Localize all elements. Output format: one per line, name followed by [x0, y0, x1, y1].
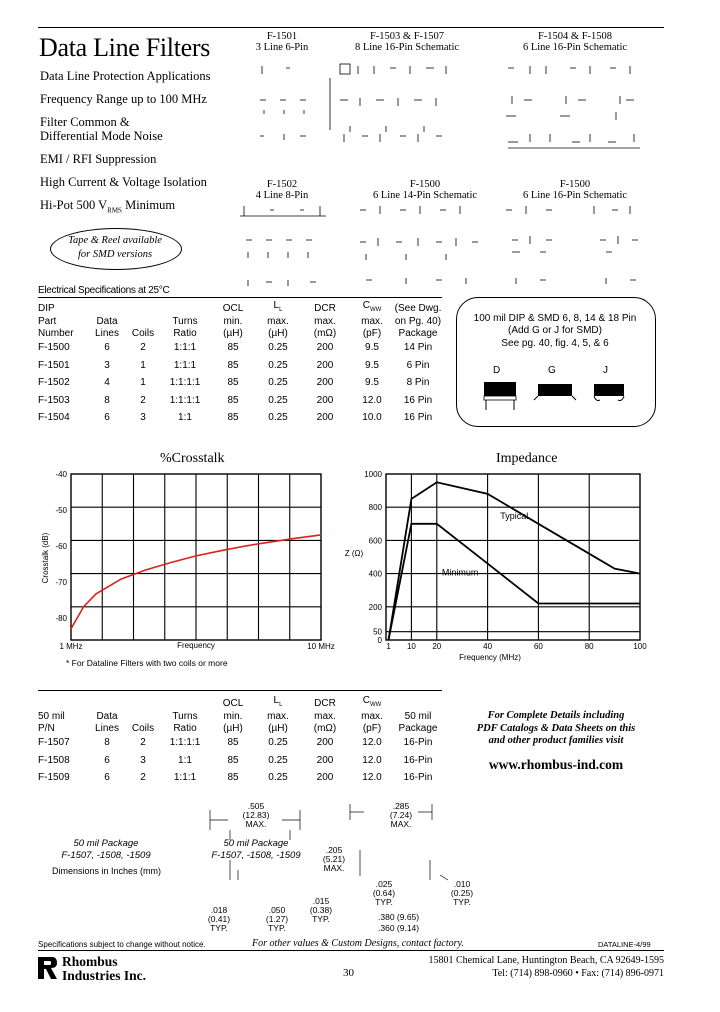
dim-w1 — [239, 802, 273, 829]
table1-cell: 8 Pin — [406, 377, 430, 389]
impedance-ytick: 600 — [368, 536, 382, 546]
package-line2: (Add G or J for SMD) — [508, 325, 602, 336]
table2-cell: 200 — [316, 754, 334, 766]
dim-w2-mm: (7.24) — [389, 810, 413, 820]
t2-h-2-1 — [126, 711, 160, 723]
spec-table-1 — [38, 300, 442, 427]
table2-body — [38, 734, 442, 787]
table2-cell: 2 — [140, 772, 146, 784]
table2-cell: 0.25 — [268, 772, 288, 784]
table2-cell: 85 — [227, 772, 239, 784]
table1-cell: 0.25 — [268, 342, 288, 354]
feature-rms: RMS — [107, 206, 122, 215]
t1-h-l-sub: L — [279, 307, 283, 313]
crosstalk-ytick: -70 — [55, 578, 67, 588]
table1-cell: 85 — [227, 359, 239, 371]
t1-h-c-sub: WW — [369, 307, 382, 313]
impedance-ylabel: Z (Ω) — [344, 549, 364, 558]
dim-lead5-mm: (0.25) — [450, 888, 474, 898]
details-note — [456, 710, 656, 748]
page-number: 30 — [343, 967, 354, 979]
table2-cell: 6 — [104, 754, 110, 766]
schematic-f1500b-part: F-1500 — [559, 179, 591, 190]
crosstalk-ytick: -80 — [55, 614, 67, 624]
table2-cell: 16-Pin — [403, 754, 433, 766]
feature-4: Differential Mode Noise — [40, 129, 163, 143]
table1-cell: 10.0 — [362, 412, 382, 424]
impedance-label-typical: Typical — [500, 510, 529, 521]
table1-cell: 85 — [227, 394, 239, 406]
package-note-left-1: 50 mil Package — [73, 838, 139, 849]
schematic-f1501-title — [240, 31, 324, 53]
schematic-f1503-part: F-1503 & F-1507 — [369, 31, 445, 42]
t1-h-7-2: (pF) — [362, 327, 382, 339]
package-line1: 100 mil DIP & SMD 6, 8, 14 & 18 Pin — [473, 313, 637, 324]
dim-lead1-val: .018 — [210, 905, 228, 915]
elec-spec-title: Electrical Specifications at 25°C — [38, 285, 170, 296]
schematic-f1501-desc: 3 Line 6-Pin — [255, 42, 309, 53]
package-note-right-2: F-1507, -1508, -1509 — [211, 850, 301, 861]
t2-h-0-2: P/N — [38, 722, 55, 734]
t1-h-5-0 — [256, 300, 300, 316]
impedance-frame — [386, 474, 640, 640]
t2-h-6-0: DCR — [314, 697, 336, 709]
table1-header-row3 — [38, 328, 442, 340]
table2-row — [38, 769, 442, 787]
t1-h-2-2: Coils — [131, 327, 155, 339]
t1-h-3-0 — [160, 300, 210, 316]
crosstalk-ylabel: Crosstalk (dB) — [41, 532, 50, 584]
t2-h-4-0: OCL — [222, 697, 244, 709]
dim-h1-mm: (5.21) — [322, 854, 346, 864]
schematic-f1502 — [240, 206, 326, 286]
dim-span-max: .380 (9.65) — [378, 912, 420, 922]
table1-cell: 1:1:1 — [173, 342, 197, 354]
table1-cell: 2 — [140, 394, 146, 406]
details-line3: and other product families visit — [488, 735, 624, 746]
table1-cell: 14 Pin — [403, 342, 433, 354]
t1-h-c: C — [362, 300, 370, 311]
dim-lead2-val: .050 — [268, 905, 286, 915]
t2-h-5-2: (µH) — [268, 722, 288, 734]
impedance-xtick: 1 — [386, 642, 391, 651]
t2-h-2-2: Coils — [131, 722, 155, 734]
t2-h-5-0 — [256, 695, 300, 711]
table1-cell: 12.0 — [362, 394, 382, 406]
table1-cell: 1:1 — [178, 412, 192, 424]
t1-h-0-1: Part — [38, 316, 57, 328]
schematic-f1500b — [506, 206, 638, 284]
dim-h1 — [318, 846, 350, 873]
table2-cell: 85 — [227, 754, 239, 766]
schematic-f1500b-desc: 6 Line 16-Pin Schematic — [522, 190, 628, 201]
dim-lead4-val: .025 — [375, 879, 393, 889]
table1-cell: 0.25 — [268, 394, 288, 406]
table1-row — [38, 392, 442, 410]
company-address: 15801 Chemical Lane, Huntington Beach, CA 92649-1595 — [428, 955, 664, 966]
impedance-ytick: 400 — [368, 569, 382, 579]
impedance-title: Impedance — [496, 451, 558, 466]
table1-cell: 2 — [140, 342, 146, 354]
page-title: Data Line Filters — [39, 33, 211, 62]
table2-cell: 2 — [140, 737, 146, 749]
dim-lead1 — [203, 906, 235, 933]
dimensions-note: Dimensions in Inches (mm) — [52, 866, 162, 876]
dim-h1-val: .205 — [325, 845, 343, 855]
schematic-f1501 — [260, 66, 306, 140]
table1-cell: 85 — [227, 412, 239, 424]
impedance-ytick: 1000 — [364, 470, 382, 479]
dim-span — [378, 912, 419, 934]
dim-lead2-mm: (1.27) — [265, 914, 289, 924]
feature-v: V — [98, 198, 108, 212]
crosstalk-chart — [38, 466, 338, 656]
impedance-xtick: 10 — [406, 642, 416, 651]
t2-h-0-1: 50 mil — [38, 711, 65, 723]
schematic-f1503-title — [332, 31, 482, 53]
table2-cell: 85 — [227, 737, 239, 749]
t2-h-1-1: Data — [96, 711, 118, 723]
dim-h1-max: MAX. — [323, 863, 345, 873]
dim-w2 — [384, 802, 418, 829]
schematic-f1500a-part: F-1500 — [409, 179, 441, 190]
dim-lead4-typ: TYP. — [375, 897, 393, 907]
tape-reel-line1: Tape & Reel available — [68, 235, 162, 246]
impedance-xtick: 40 — [483, 642, 493, 651]
t2-h-3-2: Ratio — [173, 722, 197, 734]
package-g-icon — [534, 384, 576, 400]
t1-h-2-0 — [126, 300, 160, 316]
table2-cell: 16-Pin — [403, 772, 433, 784]
schematic-f1504-desc: 6 Line 16-Pin Schematic — [522, 42, 628, 53]
table1-row — [38, 374, 442, 392]
package-label-j: J — [603, 365, 608, 376]
schematic-f1504 — [506, 66, 640, 148]
impedance-xtick: 60 — [533, 642, 543, 651]
table2-cell: F-1509 — [38, 772, 70, 784]
spec-table-2 — [38, 695, 442, 787]
table2-header-row2 — [38, 711, 442, 723]
t1-h-5-1: max. — [267, 316, 289, 328]
table2-cell: 12.0 — [362, 772, 382, 784]
t1-h-8-2: Package — [398, 327, 438, 339]
crosstalk-ytick: -50 — [55, 506, 67, 516]
feature-3: Filter Common & — [40, 115, 130, 129]
table1-cell: 200 — [316, 377, 334, 389]
t1-h-8-1: on Pg. 40) — [394, 316, 442, 328]
impedance-label-minimum: Minimum — [441, 567, 479, 578]
impedance-xtick: 100 — [633, 642, 647, 651]
table1-cell: 6 Pin — [406, 359, 430, 371]
t2-h-c-sub: WW — [369, 702, 382, 708]
table2-cell: F-1508 — [38, 754, 70, 766]
table1-header-row2 — [38, 316, 442, 328]
table1-cell: F-1503 — [38, 394, 70, 406]
table1-cell: 9.5 — [365, 359, 379, 371]
table1-cell: 8 — [104, 394, 110, 406]
package-note-right-1: 50 mil Package — [223, 838, 289, 849]
t2-h-8-2: Package — [398, 722, 438, 734]
feature-7 — [40, 198, 175, 215]
t2-h-7-0 — [350, 695, 394, 711]
package-drawings — [476, 378, 636, 414]
impedance-xlabel: Frequency (MHz) — [459, 653, 521, 662]
t1-h-3-2: Ratio — [173, 327, 197, 339]
table1-cell: 16 Pin — [403, 394, 433, 406]
t1-h-4-1: min. — [223, 316, 243, 328]
company-name — [62, 955, 146, 983]
t2-h-3-0 — [160, 695, 210, 711]
table1-cell: 0.25 — [268, 359, 288, 371]
t2-h-8-0 — [394, 695, 442, 711]
dim-lead3-mm: (0.38) — [309, 905, 333, 915]
company-name-2: Industries Inc. — [62, 968, 147, 983]
table1-cell: 9.5 — [365, 342, 379, 354]
t2-h-l: L — [273, 695, 280, 706]
t1-h-7-1: max. — [361, 316, 383, 328]
table2-row — [38, 734, 442, 752]
t1-h-6-0: DCR — [314, 302, 336, 314]
table2-cell: 6 — [104, 772, 110, 784]
t2-h-c: C — [362, 695, 370, 706]
dim-lead5 — [446, 880, 478, 907]
company-name-1: Rhombus — [62, 954, 118, 969]
schematic-f1503 — [330, 64, 446, 142]
table1-cell: 1:1:1:1 — [169, 377, 201, 389]
table1-body — [38, 339, 442, 427]
dim-lead3 — [305, 897, 337, 924]
t1-h-5-2: (µH) — [268, 327, 288, 339]
table1-cell: 0.25 — [268, 412, 288, 424]
tape-reel-line2: for SMD versions — [77, 249, 153, 260]
package-label-g: G — [548, 365, 556, 376]
table2-cell: 0.25 — [268, 754, 288, 766]
schematic-f1503-desc: 8 Line 16-Pin Schematic — [354, 42, 460, 53]
spec-change-note: Specifications subject to change without notice. — [38, 940, 206, 949]
t2-h-3-1: Turns — [172, 711, 198, 723]
dim-lead5-val: .010 — [453, 879, 471, 889]
t1-h-4-0: OCL — [222, 302, 244, 314]
t2-h-6-1: max. — [314, 711, 336, 723]
package-line3: See pg. 40, fig. 4, 5, & 6 — [501, 338, 609, 349]
crosstalk-title: %Crosstalk — [160, 451, 225, 466]
t1-h-4-2: (µH) — [223, 327, 243, 339]
schematic-f1502-desc: 4 Line 8-Pin — [255, 190, 309, 201]
t1-h-2-1 — [126, 316, 160, 328]
t1-h-1-0 — [88, 300, 126, 316]
package-d-icon — [484, 382, 516, 410]
table1-row — [38, 357, 442, 375]
table1-cell: 200 — [316, 359, 334, 371]
impedance-chart — [340, 466, 650, 666]
t2-h-0-0 — [38, 695, 88, 711]
table1-row — [38, 409, 442, 427]
table2-row — [38, 752, 442, 770]
feature-1: Data Line Protection Applications — [40, 69, 211, 83]
schematic-f1504-part: F-1504 & F-1508 — [537, 31, 613, 42]
dim-lead4 — [368, 880, 400, 907]
package-label-d: D — [493, 365, 501, 376]
custom-designs-note: For other values & Custom Designs, contact factory. — [252, 938, 464, 949]
table2-cell: 8 — [104, 737, 110, 749]
dim-lead3-typ: TYP. — [312, 914, 330, 924]
table1-cell: 85 — [227, 342, 239, 354]
impedance-ytick: 0 — [377, 636, 382, 645]
rhombus-logo-icon — [36, 955, 58, 981]
table1-row — [38, 339, 442, 357]
crosstalk-ytick: -60 — [55, 542, 67, 552]
t2-h-7-1: max. — [361, 711, 383, 723]
feature-minimum: Minimum — [125, 198, 176, 212]
schematics-drawing — [240, 56, 670, 292]
table1-cell: F-1501 — [38, 359, 70, 371]
table2-cell: 12.0 — [362, 754, 382, 766]
table1-cell: 9.5 — [365, 377, 379, 389]
t1-h-7-0 — [350, 300, 394, 316]
table1-cell: F-1500 — [38, 342, 70, 354]
feature-6: High Current & Voltage Isolation — [40, 175, 207, 189]
crosstalk-footnote: * For Dataline Filters with two coils or more — [66, 658, 228, 668]
table1-cell: F-1502 — [38, 377, 70, 389]
crosstalk-xlabel: Frequency — [177, 641, 215, 650]
dim-span-min: .360 (9.14) — [378, 923, 420, 933]
package-note-left-2: F-1507, -1508, -1509 — [61, 850, 151, 861]
table2-cell: 200 — [316, 737, 334, 749]
t2-h-7-2: (pF) — [362, 722, 382, 734]
top-rule — [38, 27, 664, 28]
table2-cell: 200 — [316, 772, 334, 784]
details-line1: For Complete Details including — [487, 710, 625, 721]
t2-h-1-0 — [88, 695, 126, 711]
table2-top-rule — [38, 690, 442, 691]
crosstalk-xtick: 1 MHz — [59, 642, 83, 651]
footer-rule — [38, 950, 664, 951]
impedance-xtick: 20 — [432, 642, 442, 651]
table1-cell: 85 — [227, 377, 239, 389]
elec-spec-rule — [38, 297, 442, 298]
t2-h-l-sub: L — [279, 702, 283, 708]
t1-h-8-0: (See Dwg. — [394, 302, 442, 314]
crosstalk-xtick: 10 MHz — [307, 642, 335, 651]
dim-w2-val: .285 — [392, 801, 410, 811]
schematic-f1500a-desc: 6 Line 14-Pin Schematic — [372, 190, 478, 201]
t2-h-2-0 — [126, 695, 160, 711]
table1-cell: 3 — [104, 359, 110, 371]
t2-h-1-2: Lines — [95, 722, 119, 734]
table2-cell: 1:1:1:1 — [169, 737, 201, 749]
schematic-f1500a — [360, 206, 478, 284]
table1-cell: 16 Pin — [403, 412, 433, 424]
t2-h-5-1: max. — [267, 711, 289, 723]
t1-h-3-1: Turns — [172, 316, 198, 328]
table2-cell: 1:1:1 — [173, 772, 197, 784]
t2-h-4-1: min. — [223, 711, 243, 723]
table2-cell: 12.0 — [362, 737, 382, 749]
website-link[interactable]: www.rhombus-ind.com — [488, 757, 624, 772]
dim-lead1-typ: TYP. — [210, 923, 228, 933]
impedance-ytick: 50 — [373, 627, 382, 637]
table1-cell: F-1504 — [38, 412, 70, 424]
table1-cell: 6 — [104, 412, 110, 424]
dim-w1-val: .505 — [247, 801, 265, 811]
table2-cell: 16-Pin — [403, 737, 433, 749]
table1-cell: 1 — [140, 377, 146, 389]
t1-h-6-1: max. — [314, 316, 336, 328]
table1-cell: 1:1:1:1 — [169, 394, 201, 406]
doc-code: DATALINE-4/99 — [598, 940, 651, 949]
dim-lead4-mm: (0.64) — [372, 888, 396, 898]
schematic-f1501-part: F-1501 — [266, 31, 298, 42]
table2-header-row3 — [38, 723, 442, 735]
table1-header-row1 — [38, 300, 442, 316]
details-line2: PDF Catalogs & Data Sheets on this — [476, 722, 636, 734]
table1-cell: 1 — [140, 359, 146, 371]
table1-cell: 200 — [316, 394, 334, 406]
company-phone: Tel: (714) 898-0960 • Fax: (714) 896-0971 — [492, 968, 664, 979]
impedance-ytick: 800 — [368, 503, 382, 513]
package-note-left — [50, 838, 162, 862]
table2-cell: F-1507 — [38, 737, 70, 749]
impedance-series-minimum — [389, 524, 641, 640]
feature-5: EMI / RFI Suppression — [40, 152, 157, 166]
t2-h-4-2: (µH) — [223, 722, 243, 734]
impedance-xtick: 80 — [584, 642, 594, 651]
table1-cell: 0.25 — [268, 377, 288, 389]
table1-cell: 6 — [104, 342, 110, 354]
t1-h-1-1: Data — [96, 316, 118, 328]
dim-lead3-val: .015 — [312, 896, 330, 906]
dim-w2-max: MAX. — [390, 819, 412, 829]
table1-cell: 4 — [104, 377, 110, 389]
schematic-f1504-title — [500, 31, 650, 53]
table1-cell: 3 — [140, 412, 146, 424]
t1-h-0-2: Number — [38, 327, 74, 339]
table2-cell: 3 — [140, 754, 146, 766]
t1-h-0-0: DIP — [38, 302, 55, 314]
package-j-icon — [594, 384, 624, 401]
dim-lead2 — [261, 906, 293, 933]
table1-cell: 1:1:1 — [173, 359, 197, 371]
schematic-f1502-part: F-1502 — [266, 179, 298, 190]
dim-w1-max: MAX. — [245, 819, 267, 829]
t1-h-6-2: (mΩ) — [313, 327, 337, 339]
table1-cell: 200 — [316, 412, 334, 424]
feature-hipot: Hi-Pot 500 — [40, 198, 96, 212]
table2-header-row1 — [38, 695, 442, 711]
table2-cell: 0.25 — [268, 737, 288, 749]
impedance-series-typical — [389, 482, 641, 640]
dim-lead2-typ: TYP. — [268, 923, 286, 933]
table2-cell: 1:1 — [178, 754, 192, 766]
dim-w1-mm: (12.83) — [242, 810, 270, 820]
t2-h-8-1: 50 mil — [404, 711, 432, 723]
dim-lead1-mm: (0.41) — [207, 914, 231, 924]
t2-h-6-2: (mΩ) — [313, 722, 337, 734]
table1-cell: 200 — [316, 342, 334, 354]
t1-h-1-2: Lines — [95, 327, 119, 339]
dim-lead5-typ: TYP. — [453, 897, 471, 907]
t1-h-l: L — [273, 300, 280, 311]
impedance-ytick: 200 — [368, 602, 382, 612]
feature-2: Frequency Range up to 100 MHz — [40, 92, 207, 106]
crosstalk-ytick: -40 — [55, 470, 67, 479]
